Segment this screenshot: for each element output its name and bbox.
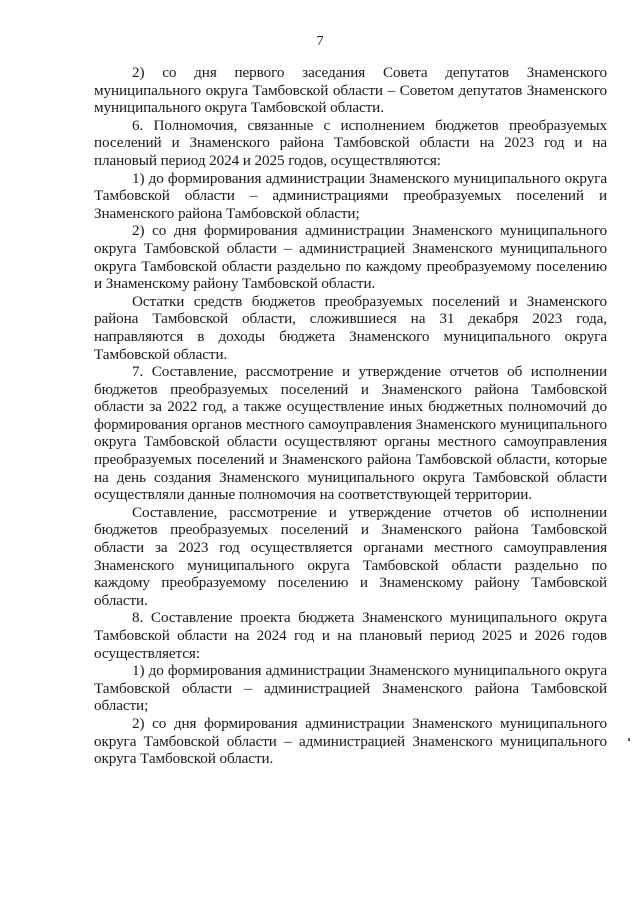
paragraph-2: 6. Полномочия, связанные с исполнением бюджетов преобразуемых поселений и Знаменского района Тамбовской области на 2023 год и на плановый период 2024 и 2025 годов, осуществляются:: [94, 116, 607, 169]
paragraph-9: 1) до формирования администрации Знаменского муниципального округа Тамбовской области – администрацией Знаменского района Тамбовской области;: [94, 662, 607, 715]
document-body: [94, 64, 607, 768]
paragraph-7: Составление, рассмотрение и утверждение отчетов об исполнении бюджетов преобразуемых поселений и Знаменского района Тамбовской области за 2023 год осуществляется органами местного самоуправления Знаменского муниципального округа Тамбовской области раздельно по каждому преобразуемому поселению и Знаменскому району Тамбовской области.: [94, 503, 607, 609]
scan-artifact-mark: [628, 738, 630, 741]
paragraph-10: 2) со дня формирования администрации Знаменского муниципального округа Тамбовской области – администрацией Знаменского муниципального округа Тамбовской области.: [94, 714, 607, 768]
paragraph-6: 7. Составление, рассмотрение и утверждение отчетов об исполнении бюджетов преобразуемых поселений и Знаменского района Тамбовской области за 2022 год, а также осуществление иных бюджетных полномочий до формирования органов местного самоуправления Знаменского муниципального округа Тамбовской области осуществляют органы местного самоуправления преобразуемых поселений и Знаменского района Тамбовской области, которые на день создания Знаменского муниципального округа Тамбовской области осуществляли данные полномочия на соответствующей территории.: [94, 363, 607, 504]
paragraph-5: Остатки средств бюджетов преобразуемых поселений и Знаменского района Тамбовской области, сложившиеся на 31 декабря 2023 года, направляются в доходы бюджета Знаменского муниципального округа Тамбовской области.: [94, 292, 607, 363]
page-number: 7: [316, 34, 324, 49]
paragraph-3: 1) до формирования администрации Знаменского муниципального округа Тамбовской области – администрациями преобразуемых поселений и Знаменского района Тамбовской области;: [94, 169, 607, 222]
paragraph-1: 2) со дня первого заседания Совета депутатов Знаменского муниципального округа Тамбовской области – Советом депутатов Знаменского муниципального округа Тамбовской области.: [94, 64, 607, 117]
paragraph-4: 2) со дня формирования администрации Знаменского муниципального округа Тамбовской области – администрацией Знаменского муниципального округа Тамбовской области раздельно по каждому преобразуемому поселению и Знаменскому району Тамбовской области.: [94, 222, 607, 293]
paragraph-8: 8. Составление проекта бюджета Знаменского муниципального округа Тамбовской области на 2024 год и на плановый период 2025 и 2026 годов осуществляется:: [94, 609, 607, 662]
